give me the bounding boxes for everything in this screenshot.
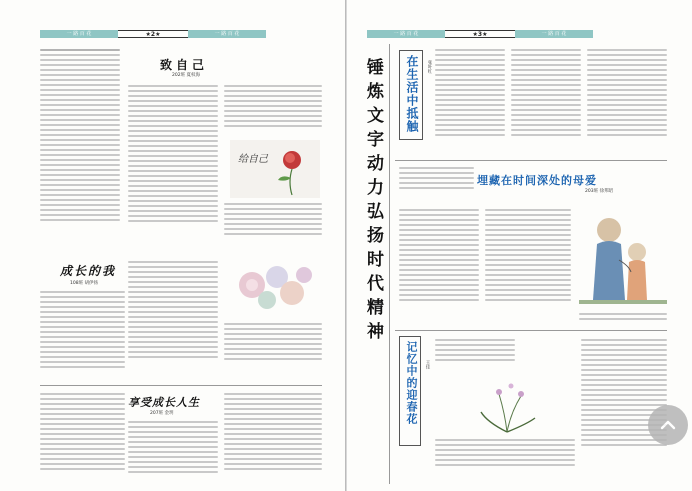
paper-flower-illustration: [222, 255, 322, 317]
right-section-divider-1: [395, 160, 667, 161]
right-col-text-g: [435, 336, 515, 376]
article-byline-shenghuo: 张叶红: [427, 60, 432, 74]
article-title-shenghuo: 在生活中抵触: [405, 55, 419, 133]
left-col-text-b: [128, 82, 218, 254]
right-col-text-b: [511, 46, 581, 158]
article-byline-xiangshou: 207班 金玥: [150, 411, 174, 416]
left-header-band: 一 路 百 花: [40, 30, 118, 38]
right-header-band: 一 路 百 花: [367, 30, 445, 38]
rose-illustration: [230, 140, 320, 198]
right-col-text-d: [399, 206, 479, 326]
flower-cluster-icon: [222, 255, 322, 317]
mother-child-icon: [579, 200, 667, 310]
article-title-yingchunhua: 记忆中的迎春花: [405, 341, 418, 425]
article-byline-muai: 203班 徐邦昭: [585, 189, 614, 194]
left-header-band-2: 一 路 百 花: [188, 30, 266, 38]
left-col-text-j: [224, 390, 322, 486]
article-byline-zhi-ziji: 202班 夏权海: [172, 73, 201, 78]
right-col-text-f: [579, 310, 667, 328]
rose-caption: 给自己: [238, 154, 268, 165]
left-col-text-a: [40, 46, 120, 251]
right-col-text-c: [587, 46, 667, 158]
left-col-text-i: [128, 418, 218, 486]
vertical-slogan-banner: 锤炼文字动力弘扬时代精神: [363, 58, 383, 346]
right-col-text-a: [435, 46, 505, 158]
left-page-header: [40, 30, 266, 40]
left-page-number: ★2★: [118, 30, 188, 38]
left-col-text-f: [128, 258, 218, 383]
right-page-header: [367, 30, 593, 40]
right-col-text-e: [485, 206, 571, 326]
right-page-number: ★3★: [445, 30, 515, 38]
right-col-text-h: [435, 436, 575, 486]
article-title-muai: 埋藏在时间深处的母爱: [477, 174, 597, 187]
right-header-band-2: 一 路 百 花: [515, 30, 593, 38]
article-title-zhi-ziji: 致自己: [160, 58, 209, 72]
right-newspaper-page: [347, 0, 692, 491]
rose-drawing-icon: [230, 140, 320, 198]
left-col-text-h: [40, 390, 125, 486]
slogan-divider: [389, 44, 390, 484]
article-byline-chengzhang: 108班 胡伊扬: [70, 281, 99, 286]
orchid-illustration: [477, 374, 537, 434]
left-section-divider: [40, 385, 322, 386]
left-col-text-g: [224, 320, 322, 382]
right-section-divider-2: [395, 330, 667, 331]
orchid-icon: [477, 374, 537, 434]
scroll-to-top-button[interactable]: [648, 405, 688, 445]
title-box-shenghuo: [399, 50, 423, 140]
article-title-xiangshou: 享受成长人生: [128, 396, 200, 409]
article-title-chengzhang: 成长的我: [60, 264, 117, 278]
mother-child-illustration: [579, 200, 667, 310]
title-box-yingchunhua: [399, 336, 421, 446]
article-byline-yingchunhua: 王佳: [425, 360, 430, 369]
right-col-intro: [399, 164, 474, 204]
left-col-text-c: [224, 82, 322, 140]
left-col-text-e: [40, 288, 125, 383]
chevron-up-icon: [658, 415, 678, 435]
left-col-text-d: [224, 200, 322, 250]
